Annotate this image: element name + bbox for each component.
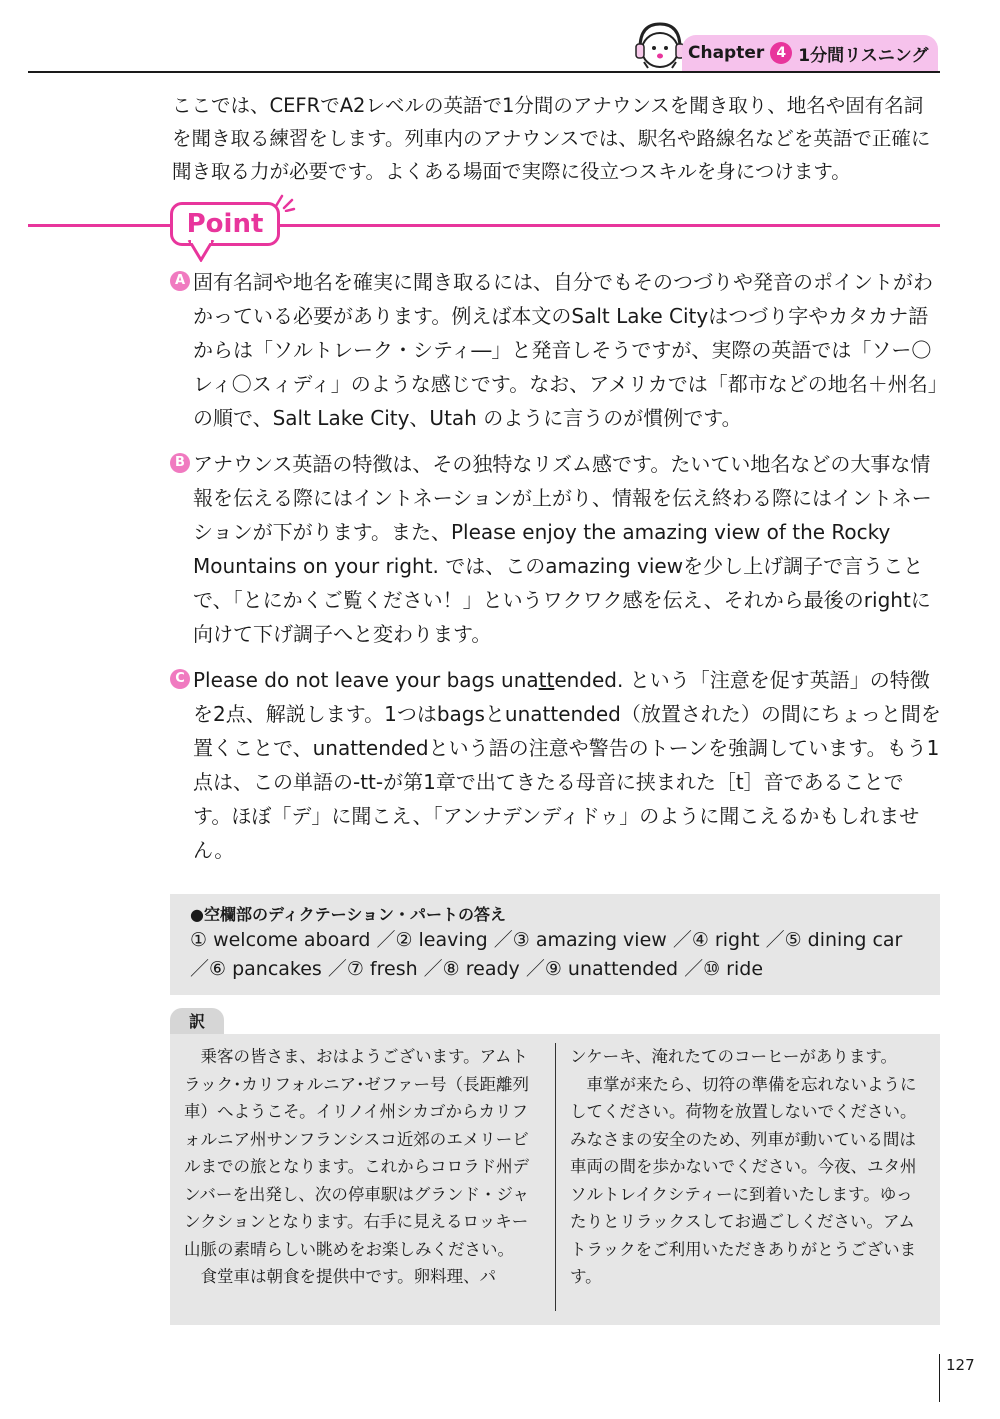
point-item-c — [170, 663, 942, 867]
chapter-header-tab — [682, 35, 938, 71]
translation-label: 訳 — [170, 1008, 224, 1035]
mascot-headphones-icon — [630, 16, 690, 72]
translation-paragraph: ンケーキ、淹れたてのコーヒーがあります。 — [570, 1047, 898, 1066]
point-rule — [28, 224, 940, 227]
point-item-text — [193, 663, 942, 867]
page-number-rule — [939, 1354, 940, 1402]
point-item-text: 固有名詞や地名を確実に聞き取るには、自分でもそのつづりや発音のポイントがわかっている必要があります。例えば本文のSalt Lake Cityはつづり字やカタカナ語からは「ソルトレーク・シティ―」と発音しそうですが、実際の英語では「ソー〇レィ〇スィディ」のような感じです。なお、アメリカでは「都市などの地名＋州名」の順で、Salt Lake City、Utah のように言うのが慣例です。 — [193, 270, 938, 430]
marker-c-icon: C — [170, 669, 190, 689]
answers-heading: ●空欄部のディクテーション・パートの答え — [190, 905, 507, 924]
sparkle-icon — [272, 192, 296, 212]
underlined-tt: tt — [538, 668, 555, 692]
chapter-number-badge: 4 — [770, 42, 792, 64]
page-number: 127 — [946, 1356, 975, 1374]
answers-text: ① welcome aboard ／② leaving ／③ amazing view ／④ right ／⑤ dining car ／⑥ pancakes ／⑦ fresh ／⑧ ready ／⑨ unattended ／⑩ ride — [190, 929, 903, 980]
marker-b-icon: B — [170, 453, 190, 473]
text-part: Please do not leave your bags una — [193, 668, 539, 692]
translation-paragraph: 食堂車は朝食を提供中です。卵料理、パ — [200, 1267, 497, 1286]
point-item-text: アナウンス英語の特徴は、その独特なリズム感です。たいてい地名などの大事な情報を伝える際にはイントネーションが上がり、情報を伝え終わる際にはイントネーションが下がります。また、Please enjoy the amazing view of the Rocky Mountains on your right. では、このamazing viewを少し上げ調子で言うことで、「とにかくご覧ください！」というワクワク感を伝え、それから最後のrightに向けて下げ調子へと変わります。 — [193, 452, 932, 646]
answers-box — [170, 894, 940, 995]
point-item-b — [170, 447, 942, 651]
chapter-label: Chapter — [688, 43, 765, 63]
translation-left-column — [184, 1043, 541, 1291]
translation-paragraph: 乗客の皆さま、おはようございます。アムトラック･カリフォルニア･ゼファー号（長距離列車）へようこそ。イリノイ州シカゴからカリフォルニア州サンフランシスコ近郊のエメリービルまでの旅となります。これからコロラド州デンバーを出発し、次の停車駅はグランド・ジャンクションとなります。右手に見えるロッキー山脈の素晴らしい眺めをお楽しみください。 — [184, 1047, 530, 1259]
marker-a-icon: A — [170, 271, 190, 291]
header-rule — [28, 71, 940, 73]
column-divider — [555, 1043, 556, 1311]
point-item-a — [170, 265, 942, 435]
translation-right-column — [570, 1043, 927, 1291]
intro-paragraph: ここでは、CEFRでA2レベルの英語で1分間のアナウンスを聞き取り、地名や固有名詞を聞き取る練習をします。列車内のアナウンスでは、駅名や路線名などを英語で正確に聞き取る力が必要です。よくある場面で実際に役立つスキルを身につけます。 — [172, 94, 931, 183]
translation-paragraph: 車掌が来たら、切符の準備を忘れないようにしてください。荷物を放置しないでください。みなさまの安全のため、列車が動いている間は車両の間を歩かないでください。今夜、ユタ州ソルトレイクシティーに到着いたします。ゆったりとリラックスしてお過ごしください。アムトラックをご利用いただきありがとうございます。 — [570, 1074, 917, 1286]
text-part: ended. という「注意を促す英語」の特徴を2点、解説します。1つはbagsとunattended（放置された）の間にちょっと間を置くことで、unattendedという語の注意や警告のトーンを強調しています。もう1点は、この単語の-tt-が第1章で出てきたる母音に挟まれた［t］音であることです。ほぼ「デ」に聞こえ、「アンナデンディドゥ」のように聞こえるかもしれません。 — [193, 668, 941, 862]
point-label: Point — [170, 202, 280, 246]
section-title: 1分間リスニング — [798, 45, 929, 66]
speech-tail-icon — [187, 240, 217, 262]
